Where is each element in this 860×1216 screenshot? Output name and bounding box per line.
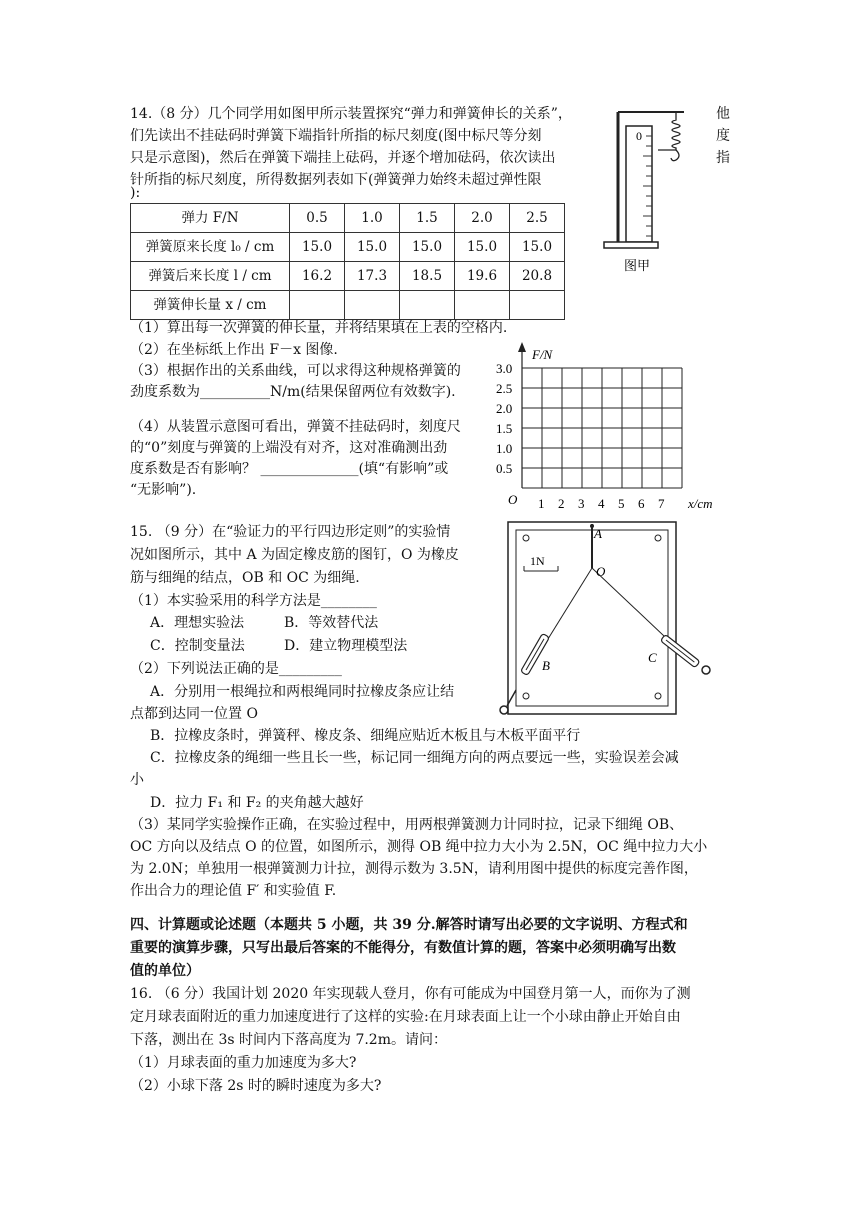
q14-line1: 14.（8 分）几个同学用如图甲所示装置探究“弹力和弹簧伸长的关系”， xyxy=(130,106,572,122)
table-cell: 15.0 xyxy=(290,233,345,262)
q14-sub4d: “无影响”). xyxy=(130,482,197,498)
table-cell-blank[interactable] xyxy=(400,291,455,320)
q14-sub4b: 的“0”刻度与弹簧的上端没有对齐，这对准确测出劲 xyxy=(130,440,448,456)
q15-s2-option-c2: 小 xyxy=(130,772,144,788)
q14-side2: 度 xyxy=(716,128,730,144)
table-row xyxy=(131,291,565,320)
q14-side1: 他 xyxy=(716,106,730,122)
grid-origin: O xyxy=(508,492,518,507)
q15-line3: 筋与细绳的结点，OB 和 OC 为细绳. xyxy=(130,570,360,586)
table-cell-blank[interactable] xyxy=(510,291,565,320)
q15-s1-option-a: A．理想实验法 xyxy=(150,615,245,631)
grid-x-tick-label: 1 xyxy=(538,496,545,511)
table-cell-blank[interactable] xyxy=(290,291,345,320)
table-cell: 2.0 xyxy=(455,204,510,233)
q15-line2: 况如图所示，其中 A 为固定橡皮筋的图钉，O 为橡皮 xyxy=(130,547,459,563)
q15-s2-option-c1: C．拉橡皮条的绳细一些且长一些，标记同一细绳方向的两点要远一些，实验误差会减 xyxy=(150,750,679,766)
q16-line1: 16. （6 分）我国计划 2020 年实现载人登月，你有可能成为中国登月第一人，而你为了测 xyxy=(130,986,691,1002)
table-row xyxy=(131,233,565,262)
table-cell: 15.0 xyxy=(510,233,565,262)
q14-line5: ): xyxy=(130,185,141,201)
table-cell-blank[interactable] xyxy=(345,291,400,320)
q15-s3a: （3）某同学实验操作正确，在实验过程中，用两根弹簧测力计同时拉，记录下细绳 OB、 xyxy=(130,817,684,833)
q14-sub3a: （3）根据作出的关系曲线，可以求得这种规格弹簧的 xyxy=(130,363,461,379)
point-o-label: O xyxy=(596,564,606,579)
table-cell: 0.5 xyxy=(290,204,345,233)
section4-heading-2: 重要的演算步骤，只写出最后答案的不能得分，有数值计算的题，答案中必须明确写出数 xyxy=(130,940,676,956)
table-cell-blank[interactable] xyxy=(455,291,510,320)
table-cell: 15.0 xyxy=(400,233,455,262)
q14-side3: 指 xyxy=(716,150,730,166)
table-row xyxy=(131,262,565,291)
q15-s1-option-d: D．建立物理模型法 xyxy=(284,638,408,654)
q15-s3c: 为 2.0N；单独用一根弹簧测力计拉，测得示数为 3.5N，请利用图中提供的标度完善作图， xyxy=(130,861,698,877)
q14-sub3b: 劲度系数为__________N/m(结果保留两位有效数字). xyxy=(130,384,456,400)
grid-x-tick-label: 7 xyxy=(658,496,665,511)
q16-s2: （2）小球下落 2s 时的瞬时速度为多大? xyxy=(130,1078,382,1094)
table-row-label: 弹力 F/N xyxy=(131,204,290,233)
q15-s3b: OC 方向以及结点 O 的位置，如图所示，测得 OB 绳中拉力大小为 2.5N，OC 绳中拉力大小 xyxy=(130,839,708,855)
table-cell: 15.0 xyxy=(455,233,510,262)
grid-y-tick-label: 0.5 xyxy=(496,461,513,476)
q15-s1: （1）本实验采用的科学方法是________ xyxy=(130,593,377,609)
force-board-figure xyxy=(496,518,726,720)
grid-x-tick-label: 3 xyxy=(578,496,585,511)
q14-line4: 针所指的标尺刻度，所得数据列表如下(弹簧弹力始终未超过弹性限 xyxy=(130,172,542,188)
grid-y-label: F/N xyxy=(532,347,553,362)
table-cell: 1.5 xyxy=(400,204,455,233)
table-cell: 16.2 xyxy=(290,262,345,291)
table-row-label: 弹簧后来长度 l / cm xyxy=(131,262,290,291)
q14-sub4c: 度系数是否有影响？ ______________(填“有影响”或 xyxy=(130,461,449,477)
grid-y-tick-label: 3.0 xyxy=(496,361,513,376)
table-cell: 2.5 xyxy=(510,204,565,233)
table-cell: 17.3 xyxy=(345,262,400,291)
section4-heading-1: 四、计算题或论述题（本题共 5 小题，共 39 分.解答时请写出必要的文字说明、方程式和 xyxy=(130,917,688,933)
table-row-label: 弹簧原来长度 l₀ / cm xyxy=(131,233,290,262)
section4-heading-3: 值的单位） xyxy=(130,963,200,979)
grid-y-tick-label: 1.5 xyxy=(496,421,513,436)
spring-apparatus-figure xyxy=(596,104,692,276)
grid-x-tick-label: 6 xyxy=(638,496,645,511)
grid-y-tick-label: 2.0 xyxy=(496,401,513,416)
q15-s2-option-d: D．拉力 F₁ 和 F₂ 的夹角越大越好 xyxy=(150,795,364,811)
table-cell: 1.0 xyxy=(345,204,400,233)
grid-y-tick-label: 2.5 xyxy=(496,381,513,396)
grid-x-tick-label: 4 xyxy=(598,496,605,511)
q16-line3: 下落，测出在 3s 时间内下落高度为 7.2m。请问： xyxy=(130,1032,447,1048)
table-cell: 18.5 xyxy=(400,262,455,291)
table-cell: 20.8 xyxy=(510,262,565,291)
q15-line1: 15. （9 分）在“验证力的平行四边形定则”的实验情 xyxy=(130,524,451,540)
table-cell: 15.0 xyxy=(345,233,400,262)
q14-line3: 只是示意图)，然后在弹簧下端挂上砝码，并逐个增加砝码，依次读出 xyxy=(130,150,556,166)
q14-sub1: （1）算出每一次弹簧的伸长量，并将结果填在上表的空格内. xyxy=(130,320,508,336)
fig-caption: 图甲 xyxy=(624,258,651,273)
table-row xyxy=(131,204,565,233)
grid-y-tick-label: 1.0 xyxy=(496,441,513,456)
q15-s2-option-a2: 点都到达同一位置 O xyxy=(130,706,258,722)
q14-sub2: （2）在坐标纸上作出 F－x 图像. xyxy=(130,342,338,358)
q15-s2-option-b: B．拉橡皮条时，弹簧秤、橡皮条、细绳应贴近木板且与木板平面平行 xyxy=(150,728,581,744)
q15-s2: （2）下列说法正确的是_________ xyxy=(130,661,342,677)
point-b-label: B xyxy=(542,658,550,673)
q16-line2: 定月球表面附近的重力加速度进行了这样的实验:在月球表面上让一个小球由静止开始自由 xyxy=(130,1009,681,1025)
spring-data-table xyxy=(130,203,565,320)
fig-zero-label: 0 xyxy=(636,129,642,143)
grid-x-tick-label: 2 xyxy=(558,496,565,511)
f-x-grid-paper xyxy=(470,338,730,516)
scale-label: 1N xyxy=(530,554,545,568)
point-c-label: C xyxy=(648,650,657,665)
q16-s1: （1）月球表面的重力加速度为多大? xyxy=(130,1055,357,1071)
point-a-label: A xyxy=(594,526,602,541)
grid-x-label: x/cm xyxy=(688,496,713,511)
grid-x-tick-label: 5 xyxy=(618,496,625,511)
q14-sub4a: （4）从装置示意图可看出，弹簧不挂砝码时，刻度尺 xyxy=(130,419,461,435)
q15-s1-option-b: B．等效替代法 xyxy=(284,615,379,631)
q15-s3d: 作出合力的理论值 F′ 和实验值 F. xyxy=(130,883,337,899)
q15-s2-option-a1: A．分别用一根绳拉和两根绳同时拉橡皮条应让结 xyxy=(150,684,455,700)
table-cell: 19.6 xyxy=(455,262,510,291)
q15-s1-option-c: C．控制变量法 xyxy=(150,638,245,654)
table-row-label: 弹簧伸长量 x / cm xyxy=(131,291,290,320)
q14-line2: 们先读出不挂砝码时弹簧下端指针所指的标尺刻度(图中标尺等分刻 xyxy=(130,128,542,144)
